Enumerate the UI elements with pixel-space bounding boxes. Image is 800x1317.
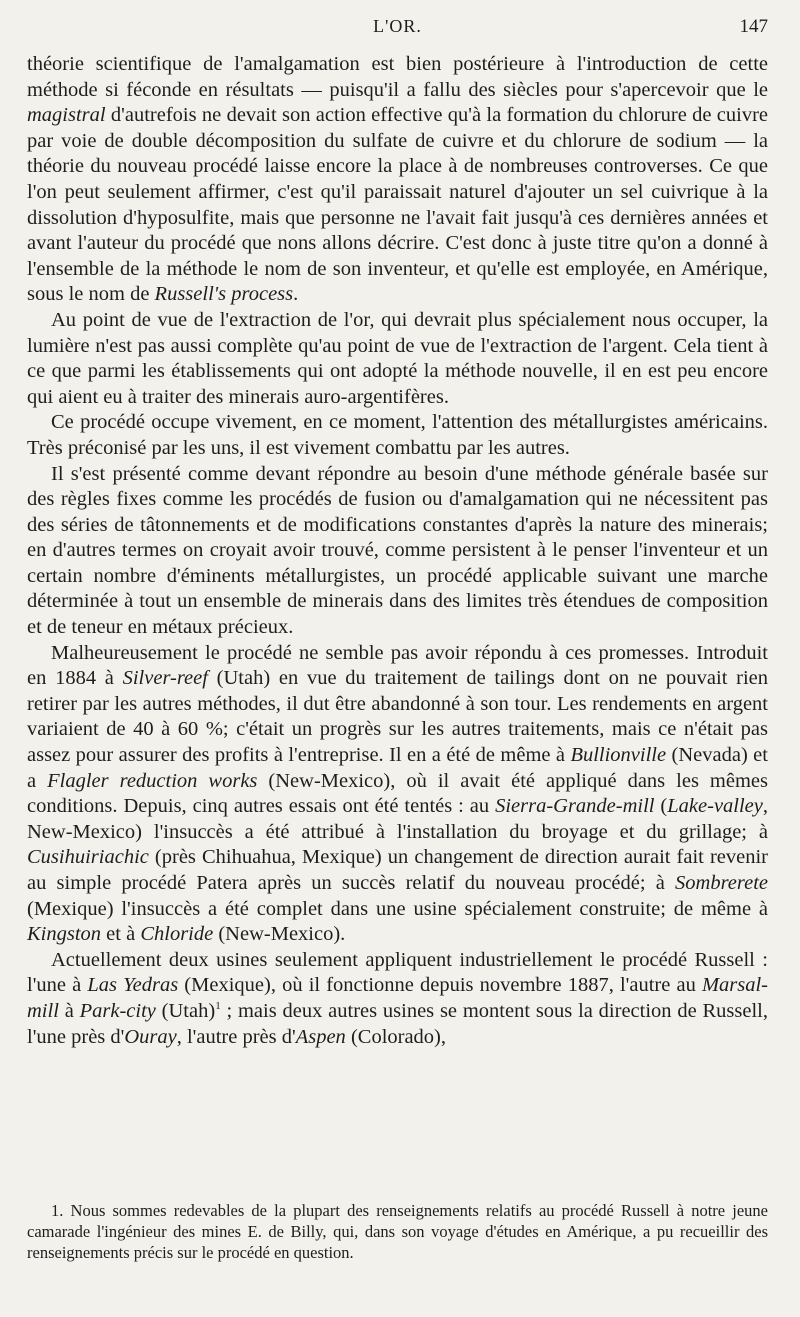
italic-term: Kingston	[27, 923, 102, 946]
italic-term: Park-city	[79, 999, 156, 1022]
text-run: Actuellement deux usines seulement appliquent industriellement le procédé Russell : l'une à	[27, 948, 768, 997]
text-run: (Mexique) l'insuccès a été complet dans une usine spécialement construite; de même à	[27, 897, 768, 920]
text-run: Ce procédé occupe vivement, en ce moment, l'attention des métallurgistes américains. Très préconisé par les uns, il est vivement combattu par les autres.	[27, 411, 768, 459]
text-run: (Utah)	[155, 999, 216, 1022]
text-run: , l'autre près d'	[176, 1025, 296, 1048]
italic-term: Aspen	[295, 1025, 346, 1048]
paragraph	[27, 948, 768, 1050]
paragraph	[27, 308, 768, 410]
paragraph	[27, 641, 768, 948]
italic-term: Russell's process	[154, 283, 294, 306]
italic-term: Lake-valley	[667, 795, 763, 818]
text-run: Malheureusement le procédé ne semble pas avoir répondu à ces promesses. Introduit en 1884 à	[27, 641, 768, 690]
running-header	[27, 16, 768, 46]
text-run: d'autrefois ne devait son action effective qu'à la formation du chlorure de cuivre par voie de double décomposition du sulfate de cuivre et du chlorure de sodium — la théorie du nouveau procédé laisse encore la place à de nombreuses controverses. Ce que l'on peut seulement affirmer, c'est qu'il paraissait naturel d'ajouter un sel cuivrique à la dissolution d'hyposulfite, mais que personne ne l'avait fait jusqu'à ces dernières années et avant l'auteur du procédé que nons allons décrire. C'est donc à juste titre qu'on a donné à l'ensemble de la méthode le nom de son inventeur, et qu'elle est employée, en Amérique, sous le nom de	[27, 104, 768, 306]
footnote-ref[interactable]: 1	[215, 1000, 221, 1013]
body-text	[27, 52, 768, 1050]
text-run: (Utah) en vue du traitement de tailings dont on ne pouvait rien retirer par les autres méthodes, il dut être abandonné à son tour. Les rendements en argent variaient de 40 à 60 %; c'était un progrès sur les autres traitements, mais ce n'était pas assez pour assurer des profits à l'entreprise. Il en a été de même à	[27, 667, 768, 767]
text-run: à	[58, 999, 80, 1022]
footnote-body: Nous sommes redevables de la plupart des renseignements relatifs au procédé Russell à notre jeune camarade l'ingénieur des mines E. de Billy, qui, dans son voyage d'études en Amérique, a pu recueillir des renseignements précis sur le procédé en question.	[27, 1201, 769, 1262]
italic-term: Sombrerete	[675, 872, 768, 894]
text-run: (Colorado),	[345, 1025, 447, 1048]
text-run: (Nevada) et a	[27, 744, 768, 792]
text-run: (New-Mexico).	[213, 923, 346, 946]
text-run: (	[654, 795, 668, 818]
text-run: Il s'est présenté comme devant répondre au besoin d'une méthode générale basée sur des règles fixes comme les procédés de fusion ou d'amalgamation qui ne nécessitent pas des séries de tâtonnements et de modifications constantes d'après la nature des minerais; en d'autres termes on croyait avoir trouvé, comme persistent à le penser l'inventeur et un certain nombre d'éminents métallurgistes, un procédé applicable suivant une marche déterminée à tout un ensemble de minerais dans des limites très étendues de composition et de teneur en métaux précieux.	[27, 462, 768, 639]
text-run: théorie scientifique de l'amalgamation est bien postérieure à l'introduction de cette méthode si féconde en résultats — puisqu'il a fallu des siècles pour s'apercevoir que le	[27, 53, 768, 101]
paragraph	[27, 52, 768, 308]
footnote-marker: 1.	[51, 1201, 64, 1220]
paragraph	[27, 462, 768, 641]
text-run: (New-Mexico), où il avait été appliqué dans les mêmes conditions. Depuis, cinq autres essais ont été tentés : au	[27, 769, 769, 818]
page-number: 147	[739, 16, 768, 37]
text-run: .	[293, 283, 299, 306]
text-run: (près Chihuahua, Mexique) un changement de direction aurait fait revenir au simple procédé Patera après un succès relatif du nouveau procédé; à	[27, 846, 768, 894]
text-run: (Mexique), où il fonctionne depuis novembre 1887, l'autre au	[178, 974, 702, 997]
text-run: Au point de vue de l'extraction de l'or, qui devrait plus spécialement nous occuper, la lumière n'est pas aussi complète qu'au point de vue de l'extraction de l'argent. Cela tient à ce que parmi les établissements qui ont adopté la méthode nouvelle, il en est peu encore qui aient eu à traiter des minerais auro-argentifères.	[27, 308, 768, 408]
paragraph	[27, 410, 768, 461]
italic-term: Chloride	[140, 923, 214, 946]
text-run: , New-Mexico) l'insuccès a été attribué à l'installation du broyage et du grillage; à	[27, 795, 769, 843]
italic-term: Marsal-mill	[27, 974, 769, 1022]
italic-term: Bullionville	[570, 744, 667, 767]
italic-term: Sierra-Grande-mill	[495, 795, 655, 818]
italic-term: Cusihuiriachic	[27, 846, 149, 869]
footnote	[27, 1200, 768, 1263]
italic-term: Ouray	[124, 1025, 177, 1048]
italic-term: magistral	[27, 104, 106, 127]
text-run: ; mais deux autres usines se montent sous la direction de Russell, l'une près d'	[27, 999, 768, 1048]
italic-term: Flagler reduction works	[47, 769, 258, 792]
footnote-text	[27, 1200, 768, 1263]
italic-term: Las Yedras	[87, 974, 179, 997]
italic-term: Silver-reef	[122, 667, 208, 690]
running-title: L'OR.	[373, 16, 422, 36]
text-run: et à	[101, 923, 141, 946]
